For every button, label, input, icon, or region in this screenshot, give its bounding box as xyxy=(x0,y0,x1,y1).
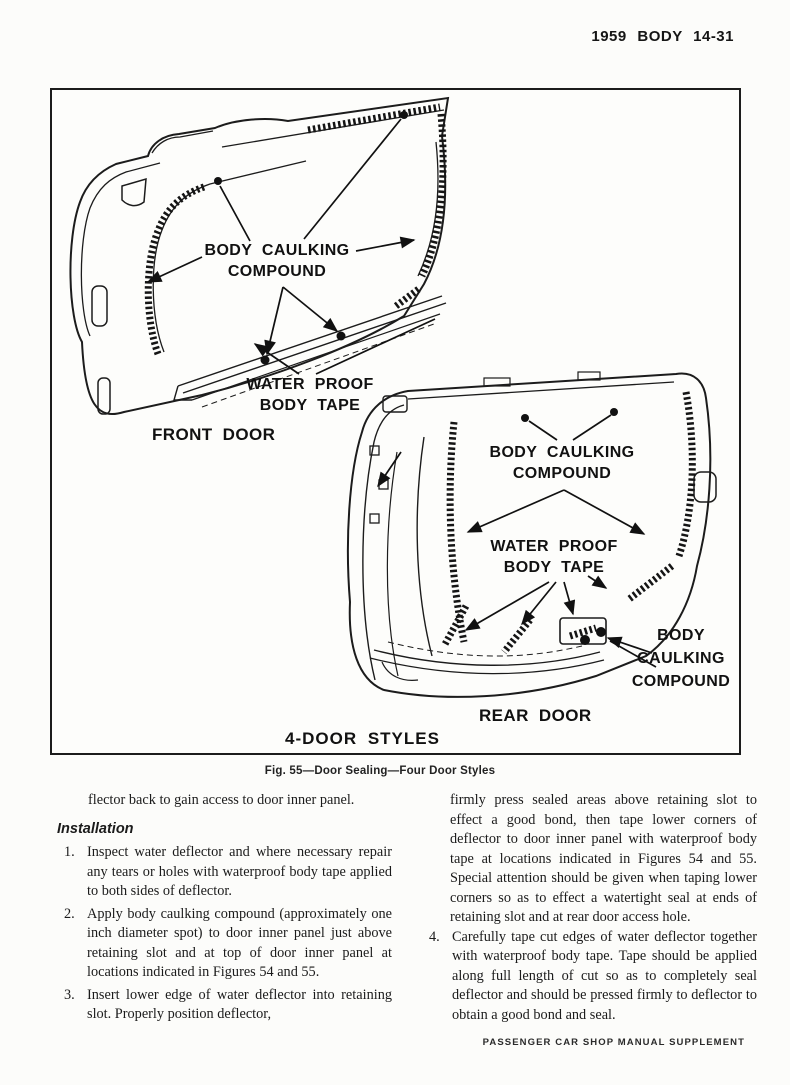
rear-corner-caulking-line1: BODY xyxy=(657,627,705,644)
four-door-styles-label: 4-DOOR STYLES xyxy=(285,729,440,748)
rear-caulking-label xyxy=(489,442,634,484)
left-continuation-paragraph: flector back to gain access to door inner panel. xyxy=(88,792,355,808)
page-header: 1959 BODY 14-31 xyxy=(591,28,734,45)
installation-heading: Installation xyxy=(57,820,134,837)
page-footer: PASSENGER CAR SHOP MANUAL SUPPLEMENT xyxy=(482,1037,745,1048)
rear-door-caption: REAR DOOR xyxy=(479,706,592,725)
right-continuation-paragraph: firmly press sealed areas above retaining slot to effect a good bond, then tape lower corners of deflector to door inner panel with waterproof body tape at locations indicated in Figures 54 and 55. Special attention should be given when taping lower corners so as to effect a watertight seal at ends of retaining slot and at rear door access hole. xyxy=(450,792,757,925)
front-caulking-label-line1: BODY CAULKING xyxy=(204,242,350,259)
front-door-seal-strips xyxy=(148,107,443,354)
step-2 xyxy=(57,905,392,983)
body-text xyxy=(57,791,757,1053)
figure-caption: Fig. 55—Door Sealing—Four Door Styles xyxy=(264,765,496,777)
step-1-number: 1. xyxy=(64,844,75,860)
figure-55-door-sealing xyxy=(50,88,741,755)
step-2-text: Apply body caulking compound (approximately one inch diameter spot) to door inner panel just above retaining slot and at top of door inner panel at locations indicated in Figures 54 and 55. xyxy=(87,905,392,980)
rear-tape-label-line2: BODY TAPE xyxy=(503,559,605,576)
rear-corner-caulking-label xyxy=(632,624,730,693)
step-3-text: Insert lower edge of water deflector into retaining slot. Properly position deflector, xyxy=(87,986,392,1022)
rear-corner-caulking-line3: COMPOUND xyxy=(631,673,731,690)
step-1-text: Inspect water deflector and where necessary repair any tears or holes with waterproof body tape applied to both sides of deflector. xyxy=(87,844,392,899)
right-column xyxy=(422,791,757,1053)
rear-tape-label xyxy=(490,536,617,578)
step-4-text: Carefully tape cut edges of water deflector together with waterproof body tape. Tape should be applied along full length of cut so as to completely seal deflector and should be pressed firmly to deflector to obtain a good bond and seal. xyxy=(452,928,757,1023)
front-caulking-label xyxy=(204,240,349,282)
left-column xyxy=(57,791,392,1053)
front-caulking-label-line2: COMPOUND xyxy=(227,263,327,280)
rear-caulking-label-line1: BODY CAULKING xyxy=(489,444,635,461)
step-2-number: 2. xyxy=(64,905,75,922)
front-tape-label-line2: BODY TAPE xyxy=(259,397,361,414)
front-tape-label-line1: WATER PROOF xyxy=(246,376,374,393)
front-door-caption: FRONT DOOR xyxy=(152,425,276,444)
step-4 xyxy=(422,928,757,1026)
rear-caulking-label-line2: COMPOUND xyxy=(512,465,612,482)
front-tape-label xyxy=(246,374,373,416)
rear-tape-label-line1: WATER PROOF xyxy=(490,538,618,555)
rear-corner-caulking-line2: CAULKING xyxy=(637,650,725,667)
step-4-number: 4. xyxy=(429,928,440,945)
rear-door-seal-strips xyxy=(444,392,692,652)
step-1 xyxy=(57,843,392,902)
step-3-number: 3. xyxy=(64,986,75,1003)
step-3 xyxy=(57,986,392,1025)
